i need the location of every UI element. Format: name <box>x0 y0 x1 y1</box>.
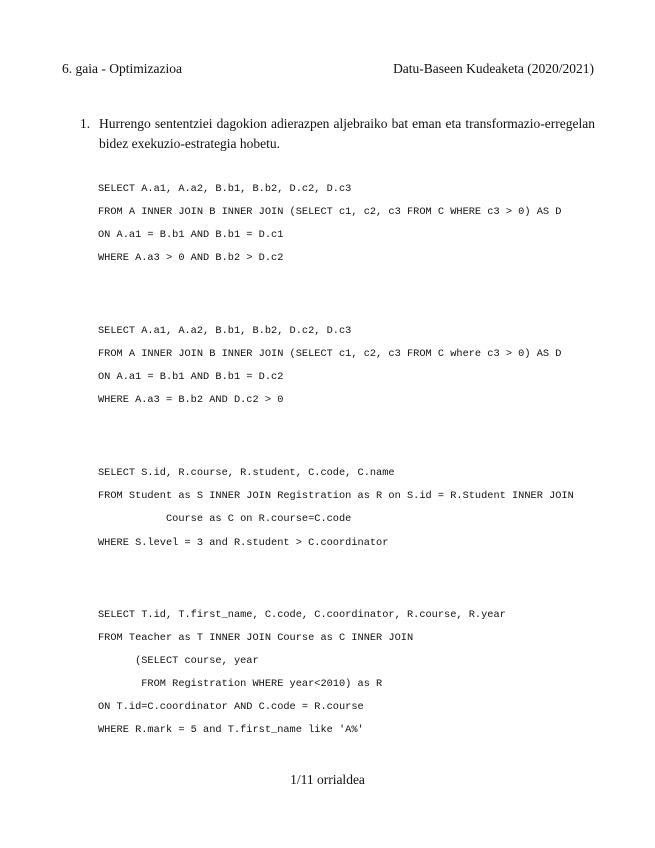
header-right-title: Datu-Baseen Kudeaketa (2020/2021) <box>393 61 594 76</box>
code-line: SELECT S.id, R.course, R.student, C.code, C.name <box>98 467 395 479</box>
sql-query-1 <box>98 183 562 264</box>
code-line: WHERE R.mark = 5 and T.first_name like 'A%' <box>98 724 364 736</box>
code-line: FROM A INNER JOIN B INNER JOIN (SELECT c1, c2, c3 FROM C WHERE c3 > 0) AS D <box>98 206 562 218</box>
sql-query-2 <box>98 325 562 406</box>
code-line: WHERE A.a3 > 0 AND B.b2 > D.c2 <box>98 252 284 264</box>
code-line: ON A.a1 = B.b1 AND B.b1 = D.c2 <box>98 371 284 383</box>
exercise-number: 1. <box>80 116 91 131</box>
code-line: SELECT A.a1, A.a2, B.b1, B.b2, D.c2, D.c3 <box>98 325 352 337</box>
code-line: FROM Teacher as T INNER JOIN Course as C INNER JOIN <box>98 632 414 644</box>
code-line: (SELECT course, year <box>98 655 259 667</box>
code-line: WHERE A.a3 = B.b2 AND D.c2 > 0 <box>98 394 284 406</box>
code-line: ON T.id=C.coordinator AND C.code = R.course <box>98 701 364 713</box>
sql-query-3 <box>98 467 574 549</box>
code-line: Course as C on R.course=C.code <box>98 513 352 525</box>
exercise-text: Hurrengo sententziei dagokion adierazpen aljebraiko bat eman eta transformazio-erregelan bidez exekuzio-estrategia hobetu. <box>99 116 595 151</box>
code-line: WHERE S.level = 3 and R.student > C.coordinator <box>98 537 389 549</box>
page-number: 1/11 orrialdea <box>290 772 365 787</box>
code-line: SELECT T.id, T.first_name, C.code, C.coordinator, R.course, R.year <box>98 609 506 621</box>
exercise-statement <box>80 114 595 154</box>
header-left-title: 6. gaia - Optimizazioa <box>62 61 182 76</box>
code-line: SELECT A.a1, A.a2, B.b1, B.b2, D.c2, D.c3 <box>98 183 352 195</box>
code-line: FROM Student as S INNER JOIN Registration as R on S.id = R.Student INNER JOIN <box>98 490 574 502</box>
code-line: FROM A INNER JOIN B INNER JOIN (SELECT c1, c2, c3 FROM C where c3 > 0) AS D <box>98 348 562 360</box>
sql-query-4 <box>98 609 506 736</box>
code-line: ON A.a1 = B.b1 AND B.b1 = D.c1 <box>98 229 284 241</box>
code-line: FROM Registration WHERE year<2010) as R <box>98 678 383 690</box>
